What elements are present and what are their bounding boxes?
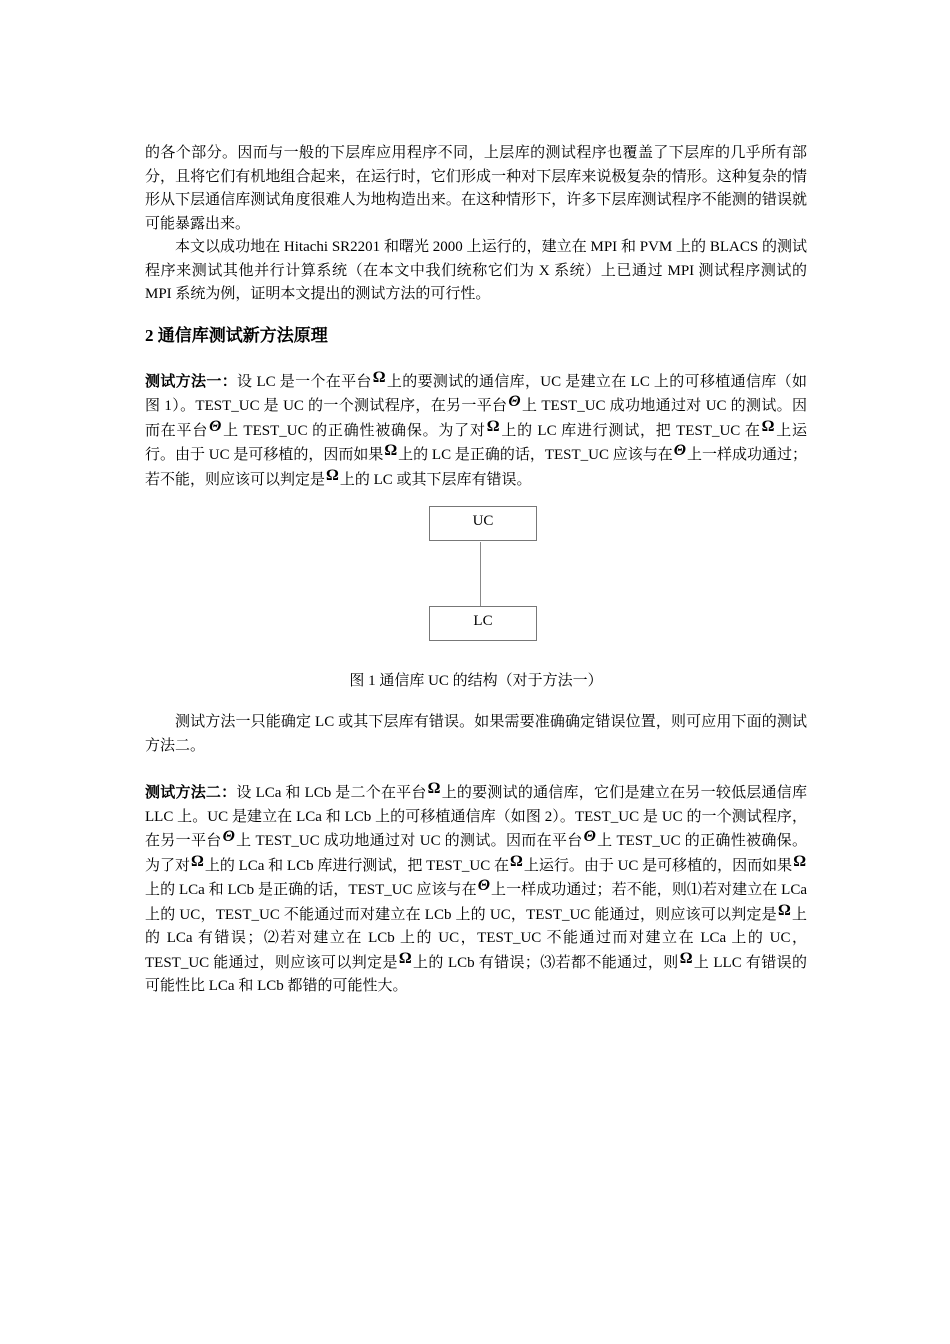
method1-text: 上 TEST_UC 的正确性被确保。为了对 [222,422,486,439]
method1-text: 上运行。由于 UC 是可移植的，因而如果 [145,422,807,463]
method1-text: 上 TEST_UC 成功地通过对 UC 的测试。因而在平台 [145,398,807,439]
method2-text: 上 TEST_UC 成功地通过对 UC 的测试。因而在平台 [235,833,583,849]
example-paragraph: 本文以成功地在 Hitachi SR2201 和曙光 2000 上运行的，建立在 MPI 和 PVM 上的 BLACS 的测试程序来测试其他并行计算系统（在本文中我们统称它们为 X 系统）上已通过 MPI 测试程序测试的 MPI 系统为例，证明本文提出的测试方法的可行性。 [145,239,807,302]
method2-text: 上一样成功通过；若不能，则⑴若对建立在 LCa 上的 UC，TEST_UC 不能通过而对建立在 LCb 上的 UC，TEST_UC 能通过，则应该可以判定是 [145,882,807,923]
document-page [145,142,807,999]
figure-1-diagram [145,506,807,656]
method1-text: 设 LC 是一个在平台 [237,373,372,390]
method2-text: 设 LCa 和 LCb 是二个在平台 [236,785,427,801]
method1-text: 上一样成功通过；若不能，则应该可以判定是 [145,447,807,488]
method1-text: 上的 LC 是正确的话，TEST_UC 应该与在 [398,447,673,463]
omega-symbol: Ω [372,368,386,386]
method2-text: 上运行。由于 UC 是可移植的，因而如果 [523,857,793,874]
method2-text: 上的 LCa 有错误；⑵若对建立在 LCb 上的 UC，TEST_UC 不能通过而对建立在 LCa 上的 UC，TEST_UC 能通过，则应该可以判定是 [145,906,807,971]
method2-text: 上 LLC 有错误的可能性比 LCa 和 LCb 都错的可能性大。 [145,954,807,994]
theta-symbol: Θ [673,442,686,459]
method1-text: 上的要测试的通信库，UC 是建立在 LC 上的可移植通信库（如图 1）。TEST_UC 是 UC 的一个测试程序，在另一平台 [145,373,807,414]
method2-text: 上的 LCa 和 LCb 是正确的话，TEST_UC 应该与在 [145,882,477,898]
theta-symbol: Θ [508,393,521,410]
omega-symbol: Ω [793,852,806,870]
theta-symbol: Θ [583,828,596,845]
method2-label: 测试方法二： [145,785,237,801]
method2-text: 上的 LCb 有错误；⑶若都不能通过，则 [412,954,679,971]
method2-paragraph [145,781,807,999]
omega-symbol: Ω [761,417,775,435]
omega-symbol: Ω [384,442,398,459]
lc-box: LC [429,606,537,641]
intro-paragraph: 的各个部分。因而与一般的下层库应用程序不同，上层库的测试程序也覆盖了下层库的几乎所有部分，且将它们有机地组合起来，在运行时，它们形成一种对下层库来说极复杂的情形。这种复杂的情形从下层通信库测试角度很难人为地构造出来。在这种情形下，许多下层库测试程序不能测的错误就可能暴露出来。 [145,145,807,232]
omega-symbol: Ω [326,466,339,484]
method2-text: 上 TEST_UC 的正确性被确保。为了对 [145,833,807,874]
method1-label: 测试方法一： [145,373,238,390]
omega-symbol: Ω [486,417,500,435]
theta-symbol: Θ [477,877,490,894]
omega-symbol: Ω [777,901,791,919]
method1-paragraph [145,370,807,493]
section-heading: 2 通信库测试新方法原理 [145,325,328,345]
method2-text: 上的要测试的通信库，它们是建立在另一较低层通信库 LLC 上。UC 是建立在 LCa 和 LCb 上的可移植通信库（如图 2）。TEST_UC 是 UC 的一个测试程序，在另一平台 [145,785,807,849]
theta-symbol: Θ [209,417,222,435]
method2-text: 上的 LCa 和 LCb 库进行测试，把 TEST_UC 在 [204,857,510,874]
omega-symbol: Ω [191,852,204,870]
method1-text: 上的 LC 或其下层库有错误。 [339,471,532,488]
omega-symbol: Ω [427,780,441,797]
omega-symbol: Ω [510,852,523,870]
figure-1-caption: 图 1 通信库 UC 的结构（对于方法一） [349,673,603,689]
omega-symbol: Ω [398,949,412,967]
connector-line [480,542,481,606]
uc-box: UC [429,506,537,541]
omega-symbol: Ω [679,949,693,967]
theta-symbol: Θ [222,828,235,845]
method1-text: 上的 LC 库进行测试，把 TEST_UC 在 [500,422,761,439]
after-figure-paragraph: 测试方法一只能确定 LC 或其下层库有错误。如果需要准确确定错误位置，则可应用下面的测试方法二。 [145,714,807,754]
paragraph-gap [145,758,807,781]
